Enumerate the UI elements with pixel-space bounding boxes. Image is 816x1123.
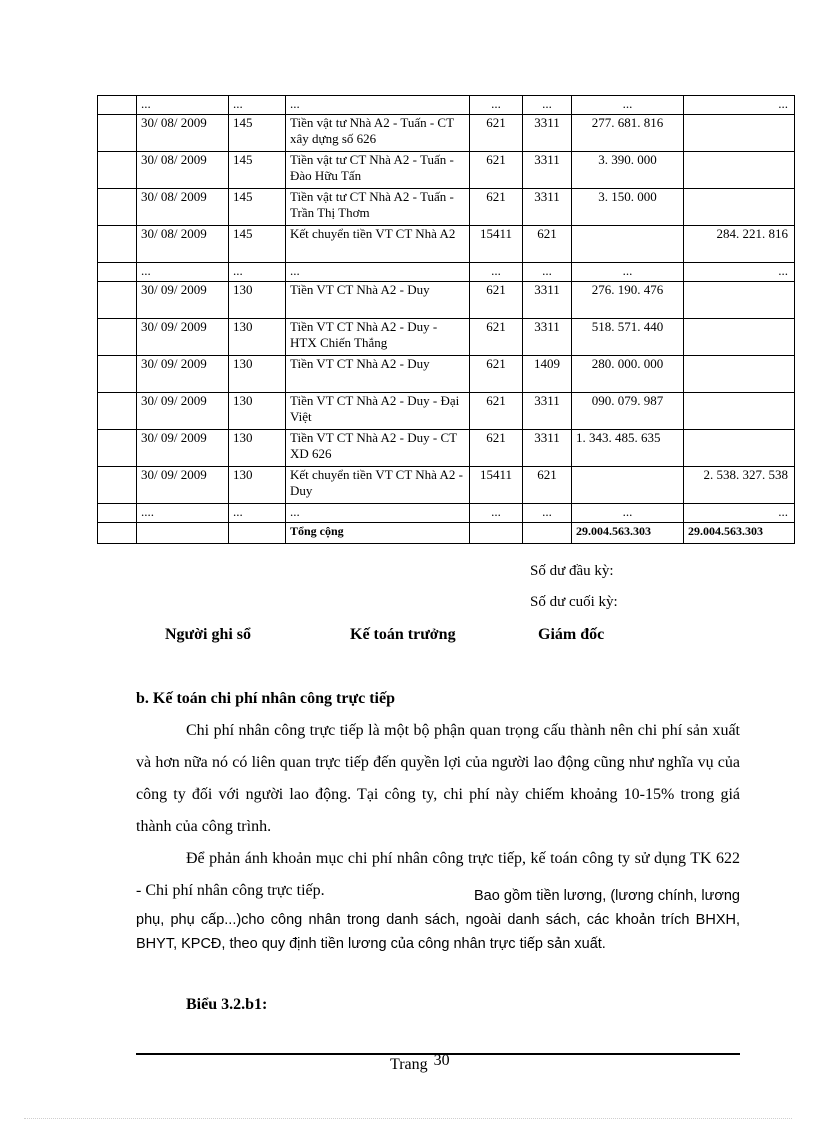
cell-debit-account: 621 [470,319,523,356]
cell-date: 30/ 08/ 2009 [137,115,229,152]
cell-debit-amount: 090. 079. 987 [572,393,684,430]
cell-date: ... [137,96,229,115]
cell-credit-account: ... [523,504,572,523]
cell-debit-amount: 277. 681. 816 [572,115,684,152]
cell-debit-account: ... [470,96,523,115]
cell-debit-amount: 276. 190. 476 [572,282,684,319]
cell-date: 30/ 09/ 2009 [137,393,229,430]
cell-date: 30/ 09/ 2009 [137,467,229,504]
cell-voucher: 145 [229,226,286,263]
cell-description: Tiền VT CT Nhà A2 - Duy [286,282,470,319]
cell-credit-account [523,523,572,544]
table-total-row [98,523,795,544]
cell-debit-account: 621 [470,115,523,152]
cell-blank [98,189,137,226]
cell-debit-amount: 1. 343. 485. 635 [572,430,684,467]
page-bottom-dotted-line [24,1118,792,1119]
cell-description: Tiền VT CT Nhà A2 - Duy - Đại Việt [286,393,470,430]
cell-blank [98,523,137,544]
cell-debit-amount [572,226,684,263]
cell-debit-account: 621 [470,282,523,319]
cell-credit-account: 3311 [523,152,572,189]
cell-credit-account: 3311 [523,319,572,356]
opening-balance: Số dư đầu kỳ: [530,563,614,579]
cell-debit-account: ... [470,504,523,523]
cell-voucher: 145 [229,152,286,189]
table-row [98,263,795,282]
cell-debit-account: 621 [470,189,523,226]
cell-total-debit: 29.004.563.303 [572,523,684,544]
cell-credit-account: 3311 [523,282,572,319]
cell-credit-amount [684,356,795,393]
cell-blank [98,115,137,152]
cell-voucher: 130 [229,430,286,467]
cell-date: 30/ 09/ 2009 [137,282,229,319]
table-row [98,467,795,504]
cell-credit-amount [684,152,795,189]
cell-description: Tiền vật tư CT Nhà A2 - Tuấn - Đào Hữu Tấn [286,152,470,189]
section-heading: b. Kế toán chi phí nhân công trực tiếp [136,690,395,707]
recorder-signature-label: Người ghi sổ [165,626,252,643]
cell-description: Tiền vật tư CT Nhà A2 - Tuấn - Trần Thị Thơm [286,189,470,226]
cell-credit-amount [684,393,795,430]
ledger-body [98,96,795,544]
cell-credit-amount [684,189,795,226]
cell-credit-amount: ... [684,263,795,282]
cell-credit-account: 1409 [523,356,572,393]
cell-debit-account [470,523,523,544]
cell-blank [98,282,137,319]
cell-debit-account: 621 [470,393,523,430]
cell-description: ... [286,263,470,282]
cell-voucher: 130 [229,356,286,393]
cell-date: 30/ 08/ 2009 [137,189,229,226]
cell-credit-account: 621 [523,226,572,263]
cell-credit-amount [684,319,795,356]
cell-debit-amount: 280. 000. 000 [572,356,684,393]
cell-credit-account: 621 [523,467,572,504]
closing-balance: Số dư cuối kỳ: [530,594,618,610]
cell-blank [98,504,137,523]
cell-blank [98,467,137,504]
cell-date: 30/ 08/ 2009 [137,226,229,263]
cell-blank [98,356,137,393]
table-row [98,226,795,263]
cell-description: Tiền vật tư Nhà A2 - Tuấn - CT xây dựng số 626 [286,115,470,152]
cell-blank [98,96,137,115]
table-row [98,189,795,226]
cell-credit-amount [684,282,795,319]
cell-voucher: 130 [229,467,286,504]
cell-date: 30/ 09/ 2009 [137,430,229,467]
cell-credit-account: ... [523,263,572,282]
cell-description: Kết chuyển tiền VT CT Nhà A2 [286,226,470,263]
paragraph-tk622-rest: Bao gồm tiền lương, (lương chính, lương phụ, phụ cấp...)cho công nhân trong danh sách, ngoài danh sách, các khoản trích BHXH, BHYT, KPCĐ, theo quy định tiền lương của công nhân trực tiếp sản xuất. [136,888,740,952]
ledger-table [97,95,795,544]
cell-credit-account: 3311 [523,393,572,430]
cell-description: ... [286,504,470,523]
table-row [98,430,795,467]
chief-accountant-signature-label: Kế toán trưởng [350,626,456,643]
table-row [98,152,795,189]
cell-voucher: 130 [229,393,286,430]
table-row [98,319,795,356]
cell-debit-account: 621 [470,430,523,467]
table-row [98,356,795,393]
cell-date: 30/ 09/ 2009 [137,356,229,393]
cell-debit-account: 15411 [470,467,523,504]
paragraph-direct-labor-intro: Chi phí nhân công trực tiếp là một bộ phận quan trọng cấu thành nên chi phí sản xuất và hơn nữa nó có liên quan trực tiếp đến quyền lợi của người lao động cũng như nghĩa vụ của công ty đối với người lao động. Tại công ty, chi phí này chiếm khoảng 10-15% trong giá thành của công trình. [136,722,740,835]
cell-description: Tiền VT CT Nhà A2 - Duy - CT XD 626 [286,430,470,467]
cell-credit-amount: ... [684,504,795,523]
cell-blank [98,263,137,282]
cell-voucher: 130 [229,319,286,356]
cell-voucher: ... [229,263,286,282]
cell-blank [98,319,137,356]
cell-debit-amount: 3. 150. 000 [572,189,684,226]
cell-blank [98,152,137,189]
cell-date: ... [137,263,229,282]
cell-credit-amount: 2. 538. 327. 538 [684,467,795,504]
cell-voucher: ... [229,96,286,115]
cell-debit-amount: 3. 390. 000 [572,152,684,189]
table-row [98,115,795,152]
table-row [98,96,795,115]
cell-total-credit: 29.004.563.303 [684,523,795,544]
table-row [98,393,795,430]
cell-credit-amount [684,430,795,467]
cell-voucher [229,523,286,544]
cell-debit-account: 621 [470,356,523,393]
cell-description: ... [286,96,470,115]
table-row [98,504,795,523]
figure-caption: Biểu 3.2.b1: [186,996,268,1013]
cell-credit-account: 3311 [523,115,572,152]
cell-blank [98,226,137,263]
cell-debit-amount: ... [572,96,684,115]
director-signature-label: Giám đốc [538,626,605,643]
cell-debit-amount: 518. 571. 440 [572,319,684,356]
cell-date: .... [137,504,229,523]
cell-credit-account: 3311 [523,430,572,467]
page-number: 30 [433,1052,450,1069]
cell-date [137,523,229,544]
paragraph-tk622-lead: Để phản ánh khoản mục chi phí nhân công trực tiếp, kế toán công ty sử dụng TK 622 - Chi phí nhân công trực tiếp. [136,850,740,899]
cell-blank [98,393,137,430]
cell-voucher: 145 [229,189,286,226]
cell-description: Kết chuyển tiền VT CT Nhà A2 - Duy [286,467,470,504]
table-row [98,282,795,319]
cell-description: Tiền VT CT Nhà A2 - Duy [286,356,470,393]
cell-voucher: 130 [229,282,286,319]
cell-credit-account: 3311 [523,189,572,226]
cell-debit-amount [572,467,684,504]
cell-date: 30/ 08/ 2009 [137,152,229,189]
cell-total-label: Tổng cộng [286,523,470,544]
cell-credit-amount [684,115,795,152]
cell-debit-account: ... [470,263,523,282]
cell-blank [98,430,137,467]
cell-voucher: 145 [229,115,286,152]
cell-credit-account: ... [523,96,572,115]
cell-debit-amount: ... [572,263,684,282]
footer-label: Trang [390,1056,428,1073]
cell-date: 30/ 09/ 2009 [137,319,229,356]
page-footer [390,1052,450,1074]
cell-credit-amount: ... [684,96,795,115]
cell-description: Tiền VT CT Nhà A2 - Duy - HTX Chiến Thắng [286,319,470,356]
cell-credit-amount: 284. 221. 816 [684,226,795,263]
cell-debit-account: 15411 [470,226,523,263]
cell-debit-account: 621 [470,152,523,189]
cell-voucher: ... [229,504,286,523]
cell-debit-amount: ... [572,504,684,523]
